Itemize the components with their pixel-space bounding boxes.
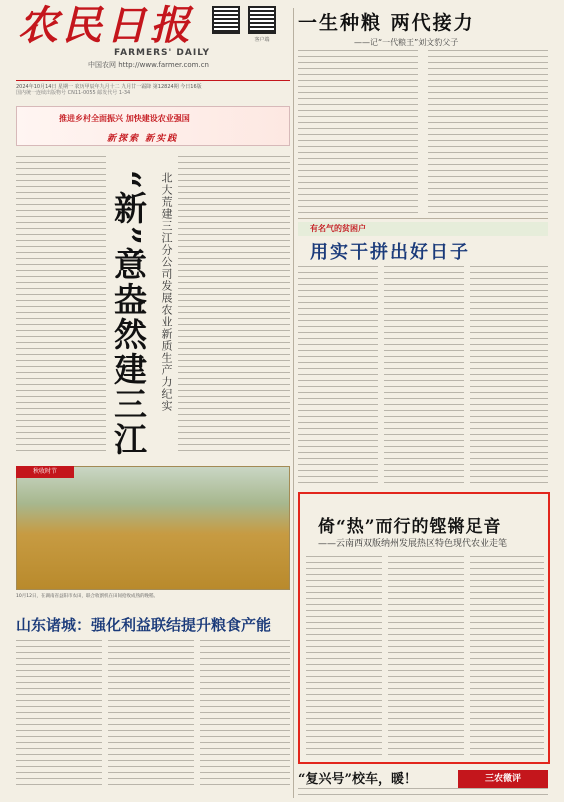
boxed-title: 倚“热”而行的铿锵足音 [318,517,502,537]
banner-subtitle: 新探索 新实践 [107,134,179,144]
article-body-col1 [16,640,102,790]
lead-body-col1 [16,156,106,456]
feature-subtitle: ——记“一代粮王”刘文豹父子 [354,38,459,47]
masthead-english: FARMERS' DAILY [114,48,211,58]
feature-body-col1 [298,50,418,216]
article-body-col2 [108,640,194,790]
photo-caption: 10月12日，在湖南省益阳市农田，联合收割机在田间抢收成熟的晚稻。 [16,594,158,599]
boxed-body-col1 [306,556,382,756]
feature-body-col2 [428,50,548,216]
footer-badge: 三农微评 [458,770,548,788]
masthead-title: 农民日报 [18,2,194,49]
harvest-photo [16,466,290,590]
boxed-body-col3 [470,556,544,756]
middle-body-col3 [470,266,548,484]
qr-label: 客户端 [254,37,270,43]
feature-headline-block [298,8,548,48]
article-headline: 山东诸城：强化利益联结提升粮食产能 [16,616,272,634]
feature-title: 一生种粮 两代接力 [298,12,475,34]
lead-body-col2 [178,156,290,456]
middle-body-col2 [384,266,464,484]
qr-code-icon [212,6,240,34]
qr-code-icon [248,6,276,34]
boxed-article [298,492,550,764]
dateline: 2024年10月14日 星期一 农历甲辰年九月十二 九月廿一霜降 第12824期 今日16版 [16,80,290,91]
middle-body-col1 [298,266,378,484]
section-divider [298,218,548,219]
footer-headline: “复兴号”校车，暖！ [298,772,417,787]
section-label: 有名气的贫困户 [310,224,366,233]
photo-tag: 秋收时节 [16,466,74,478]
banner-title: 推进乡村全面振兴 加快建设农业强国 [59,114,190,123]
lead-title: “新”意盎然建三江 [109,170,148,457]
boxed-subtitle: ——云南西双版纳州发展热区特色现代农业走笔 [318,539,508,549]
masthead-website: 中国农网 http://www.farmer.com.cn [88,61,209,69]
footer-body [298,788,548,800]
dateline-issue: 国内统一连续出版物号 CN11-0055 邮发代号 1-34 [16,90,131,96]
column-divider [293,8,294,798]
boxed-body-col2 [388,556,464,756]
article-body-col3 [200,640,290,790]
lead-subtitle: 北大荒建三江分公司发展农业新质生产力纪实 [160,172,173,412]
campaign-banner [16,106,290,146]
middle-headline: 用实干拼出好日子 [310,242,470,263]
